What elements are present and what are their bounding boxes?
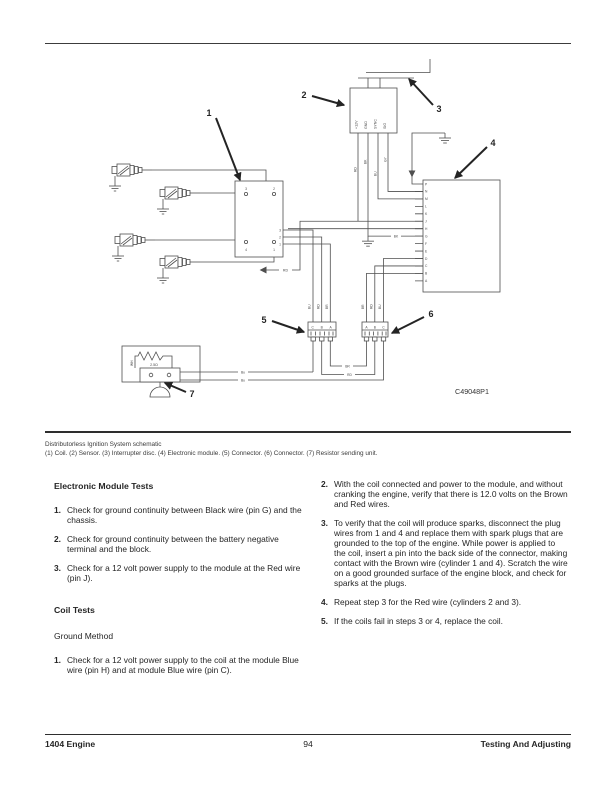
wire-label-bu: BU [307,304,312,309]
footer-left: 1404 Engine [45,739,96,749]
resistor-sending-unit [122,346,200,397]
svg-text:RD: RD [369,304,374,309]
figure-caption [45,440,571,458]
connector-5 [308,322,336,341]
wire-label-bu2: Bu [240,378,246,383]
svg-text:4: 4 [245,248,247,252]
svg-text:2: 2 [279,235,281,240]
svg-text:C: C [382,325,385,330]
svg-text:A: A [365,325,368,330]
svg-text:B: B [425,271,428,276]
svg-text:K: K [425,212,428,217]
svg-text:3: 3 [436,104,442,114]
chassis-ground [362,236,374,246]
wire-label-wh: WH [130,360,134,366]
spark-plug-2 [157,187,200,214]
list-item: 3. Check for a 12 volt power supply to the module at the Red wire (pin J). [54,563,301,583]
svg-text:A: A [425,279,428,284]
svg-text:GND: GND [364,121,368,129]
spark-plug-1 [109,164,152,191]
list-item: 5. If the coils fail in steps 3 or 4, replace the coil. [321,616,503,626]
svg-text:M: M [425,197,428,202]
svg-text:B: B [320,325,323,330]
page-number: 94 [303,739,313,749]
svg-text:2: 2 [273,187,275,191]
callout-3 [409,79,442,114]
wire-label-rd-run: RD [347,373,352,377]
ignition-coil [235,181,283,257]
callout-5 [261,315,304,332]
svg-text:2: 2 [301,90,307,100]
svg-text:B: B [373,325,376,330]
callout-2 [301,90,344,105]
wire-label-br: BR [324,304,329,309]
svg-text:P: P [425,182,428,187]
caption-legend: (1) Coil. (2) Sensor. (3) Interrupter disc. (4) Electronic module. (5) Connector. (6) Connector. (7) Resistor sending unit. [45,450,378,457]
callout-6 [392,309,434,333]
heading-electronic-module-tests: Electronic Module Tests [54,481,154,491]
plug1-wire [152,170,266,181]
module-ground [439,133,451,143]
svg-text:6: 6 [428,309,434,319]
svg-text:4: 4 [490,138,496,148]
svg-text:7: 7 [189,389,195,399]
svg-text:C: C [311,325,314,330]
right-column [321,479,569,635]
list-item: 2. Check for ground continuity between the battery negative terminal and the block. [54,534,279,554]
conn6-wire-rd [375,266,423,322]
resistor-value: 2.5Ω [150,363,158,367]
svg-text:RD: RD [353,167,358,172]
connector-6 [362,322,388,341]
svg-text:SIG: SIG [383,122,387,129]
spark-plug-4 [157,256,200,283]
callout-1 [206,108,240,180]
wire-label-br-run: BR [345,364,350,369]
callout-4 [455,138,496,178]
br-run [330,341,366,366]
list-item: 2. With the coil connected and power to the module, and without cranking the engine, verify that there is 12.0 volts on the Brown and Red wires. [321,479,568,509]
svg-text:3: 3 [245,187,247,191]
conn6-wire-bu [384,259,424,323]
svg-text:H: H [425,227,428,231]
svg-text:E: E [425,249,428,254]
footer-right: Testing And Adjusting [480,739,571,749]
svg-text:SYNC: SYNC [373,119,378,129]
wire-label-bk: BK [393,234,399,239]
list-item: 3. To verify that the coil will produce sparks, disconnect the plug wires from 1 and 4 and replace them with spark plugs that are grounded to the top of the engine. While power is applied to the coil, insert a pin into the back side of the connector, making contact with the Brown wire (cylinder 1 and 4). Scratch the wire on a good grounded surface of the engine block, and check for sparks at the plugs. [321,518,568,588]
interrupter-disc [358,59,430,88]
left-column [54,481,302,684]
subheading-ground-method: Ground Method [54,631,114,641]
coil-wire-br [283,244,330,322]
svg-text:BK: BK [363,159,368,164]
sensor-wire-bk [368,133,423,236]
list-item: 1. Check for ground continuity between Black wire (pin G) and the chassis. [54,505,302,525]
svg-text:F: F [425,241,428,246]
sensor-wire-gy [388,133,423,191]
wire-label-rd: RD [316,304,321,309]
svg-text:N: N [425,189,428,194]
electronic-module [415,180,500,292]
svg-text:A: A [329,325,332,330]
list-item: 1. Check for a 12 volt power supply to the coil at the module Blue wire (pin H) and at module Blue wire (pin C). [54,655,299,675]
caption-title: Distributorless Ignition System schematic [45,441,162,448]
svg-text:BU: BU [378,304,383,309]
list-item: 4. Repeat step 3 for the Red wire (cylinders 2 and 3). [321,597,522,607]
svg-text:GY: GY [383,157,388,162]
svg-text:BU: BU [373,171,378,176]
module-ground-wire [412,133,445,187]
svg-text:J: J [425,219,427,224]
footer-rule [45,734,571,735]
sensor-wire-bu [378,133,423,199]
heading-coil-tests: Coil Tests [54,605,95,615]
svg-text:D: D [425,256,428,261]
svg-text:1: 1 [273,248,275,252]
svg-text:BR: BR [361,304,366,309]
svg-text:1: 1 [206,108,212,118]
wire-label-rd-supply: RD [282,268,289,273]
svg-text:5: 5 [261,315,267,325]
crank-sensor [350,88,397,133]
svg-text:+12V: +12V [354,120,359,129]
svg-text:3: 3 [279,228,281,233]
svg-text:C: C [425,264,428,269]
page-footer [45,739,571,749]
svg-text:L: L [425,204,427,209]
wire-label-bu1: Bu [240,370,246,375]
svg-text:G: G [425,234,428,239]
figure-rule [45,431,571,433]
spark-plug-3 [112,234,155,261]
figure-code: C49048P1 [455,387,489,396]
svg-text:1: 1 [279,242,281,247]
